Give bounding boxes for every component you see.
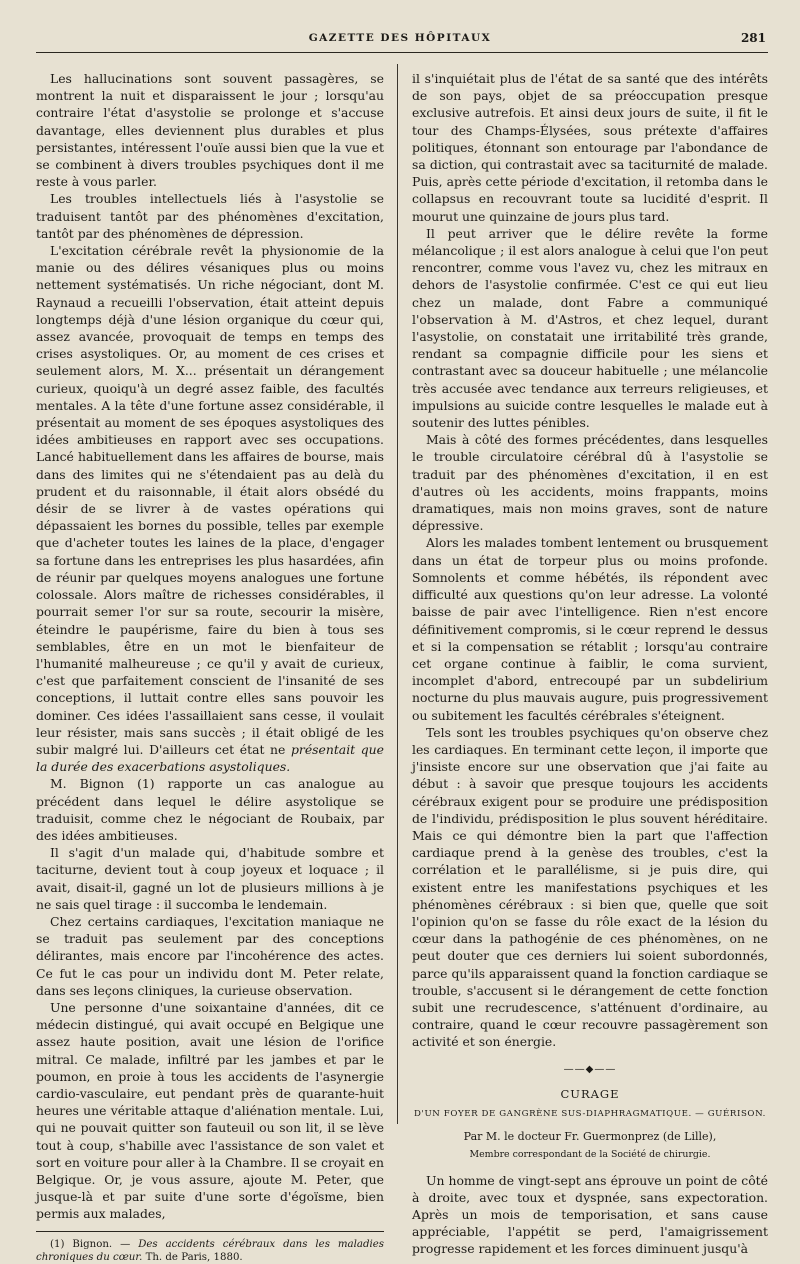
paragraph: Une personne d'une soixantaine d'années, dit ce médecin distingué, qui avait occupé en Belgique une assez haute position, avait une lésion de l'orifice mitral. Ce malade, infiltré par les jambes et par le poumon, en proie à tous les accidents de l'asynergie cardio-vasculaire, eut pendant près de quarante-huit heures une véritable attaque d'aliénation mentale. Lui, qui ne pouvait quitter son fauteuil ou son lit, il se lève tout à coup, s'habille avec l'assistance de son valet et sort en voiture pour aller à la Chambre. Il se croyait en Belgique. Or, je vous assure, ajoute M. Peter, que jusque-là et par suite d'une sorte d'égoïsme, bien permis aux malades, (36, 999, 384, 1222)
footnote-title: Des accidents cérébraux dans les maladies chroniques du cœur. (36, 1238, 384, 1263)
paragraph: Chez certains cardiaques, l'excitation maniaque ne se traduit pas seulement par des conceptions délirantes, mais encore par l'incohérence des actes. Ce fut le cas pour un individu dont M. Peter relate, dans ses leçons cliniques, la curieuse observation. (36, 913, 384, 998)
paragraph: il s'inquiétait plus de l'état de sa santé que des intérêts de son pays, objet de sa préoccupation presque exclusive autrefois. Et ainsi deux jours de suite, il fit le tour des Champs-Élysées, sous prétexte d'affaires politiques, étonnant son entourage par l'abondance de sa diction, qui contrastait avec sa taciturnité de malade. Puis, après cette période d'excitation, il retomba dans le collapsus en recouvrant toute sa lucidité d'esprit. Il mourut une quinzaine de jours plus tard. (412, 71, 768, 224)
left-column (36, 70, 384, 1264)
footnote-rule (36, 1231, 384, 1232)
paragraph: Alors les malades tombent lentement ou brusquement dans un état de torpeur plus ou moins profonde. Somnolents et comme hébétés, ils répondent avec difficulté aux questions qu'on leur adresse. La volonté baisse de pair avec l'intelligence. Rien n'est encore définitivement compromis, si le cœur reprend le dessus et si la compensation se rétablit ; lorsqu'au contraire cet organe continue à faiblir, le coma survient, incomplet d'abord, entrecoupé par un subdelirium nocturne du plus mauvais augure, puis progressivement ou subitement les facultés cérébrales s'éteignent. (412, 535, 768, 723)
paragraph: Les troubles intellectuels liés à l'asystolie se traduisent tantôt par des phénomènes d'excitation, tantôt par des phénomènes de dépression. (36, 191, 384, 241)
paragraph: Il s'agit d'un malade qui, d'habitude sombre et taciturne, devient tout à coup joyeux et loquace ; il avait, disait-il, gagné un lot de plusieurs millions à je ne sais quel tirage : il succomba le lendemain. (36, 845, 384, 912)
footnote (36, 1238, 384, 1264)
paragraph: Tels sont les troubles psychiques qu'on observe chez les cardiaques. En terminant cette leçon, il importe que j'insiste encore sur une observation que j'ai faite au début : à savoir que presque toujours les accidents cérébraux exigent pour se produire une prédisposition de l'individu, prédisposition le plus souvent héréditaire. Mais ce qui démontre bien la part que l'affection cardiaque prend à la genèse des troubles, c'est la corrélation et le parallélisme, si je puis dire, qui existent entre les manifestations psychiques et les phénomènes cérébraux : si bien que, quelle que soit l'opinion qu'on se fasse du rôle exact de la lésion du cœur dans la pathogénie de ces phénomènes, on ne peut douter que ces derniers lui soient subordonnés, parce qu'ils apparaissent quand la fonction cardiaque se trouble, s'accusent si le dérangement de cette fonction subit une recrudescence, s'atténuent d'ordinaire, au contraire, quand le cœur recouvre passagèrement son activité et son énergie. (412, 724, 768, 1050)
section-title: CURAGE (560, 1086, 620, 1101)
paragraph-text: L'excitation cérébrale revêt la physionomie de la manie ou des délires vésaniques plus ou moins nettement systématisés. Un riche négociant, dont M. Raynaud a recueilli l'observation, était atteint depuis longtemps déjà d'une lésion organique du cœur qui, assez avancée, provoquait de temps en temps des crises asystoliques. Or, au moment de ces crises et seulement alors, M. X... présentait un dérangement curieux, quoiqu'à un degré assez faible, des facultés mentales. A la tête d'une fortune assez considérable, il présentait au moment de ses époques asystoliques des idées ambitieuses en rapport avec ses occupations. Lancé habituellement dans les affaires de bourse, mais dans des limites qui ne s'étendaient pas au delà du prudent et du raisonnable, il était alors obsédé du désir de se livrer à de vastes opérations qui dépassaient les bornes du possible, telles par exemple que d'acheter toutes les laines de la place, d'engager sa fortune dans les entreprises les plus hasardées, afin de réunir par quelques moyens analogues une fortune colossale. Alors maître de richesses considérables, il pourrait semer l'or sur sa route, secourir la misère, éteindre le paupérisme, faire du bien à tous ses semblables, être en un mot le bienfaiteur de l'humanité malheureuse ; ce qu'il y avait de curieux, c'est que parfaitement conscient de l'insanité de ses conceptions, il luttait contre elles sans pouvoir les dominer. Ces idées l'assaillaient sans cesse, il voulait leur résister, mais sans succès ; il était obligé de les subir malgré lui. D'ailleurs cet état ne (36, 243, 384, 757)
italic-phrase: présentait que la durée des exacerbations asystoliques. (36, 741, 384, 775)
section-ornament: ——◆—— (563, 1063, 617, 1075)
section-subtitle: D'UN FOYER DE GANGRÈNE SUS-DIAPHRAGMATIQUE. — GUÉRISON. (414, 1108, 766, 1119)
paragraph: M. Bignon (1) rapporte un cas analogue au précédent dans lequel le délire asystolique se traduisit, comme chez le négociant de Roubaix, par des idées ambitieuses. (36, 776, 384, 843)
header-rule (36, 52, 768, 53)
right-column (412, 70, 768, 1258)
running-head: GAZETTE DES HÔPITAUX (308, 32, 492, 44)
page-number: 281 (740, 31, 766, 45)
paragraph: Un homme de vingt-sept ans éprouve un point de côté à droite, avec toux et dyspnée, sans expectoration. Après un mois de temporisation, et sans cause appréciable, l'appétit se perd, l'amaigrissement progresse rapidement et les forces diminuent jusqu'à (412, 1172, 768, 1257)
paragraph: Il peut arriver que le délire revête la forme mélancolique ; il est alors analogue à celui que l'on peut rencontrer, comme vous l'avez vu, chez les mitraux en dehors de l'asystolie confirmée. C'est ce qui eut lieu chez un malade, dont Fabre a communiqué l'observation à M. d'Astros, et chez lequel, durant l'asystolie, on constatait une irritabilité très grande, rendant sa compagnie difficile pour les siens et contrastant avec sa douceur habituelle ; une mélancolie très accusée avec tendance aux terreurs religieuses, et impulsions au suicide contre lesquelles le malade eut à soutenir des luttes pénibles. (412, 225, 768, 431)
author-affiliation: Membre correspondant de la Société de chirurgie. (469, 1149, 711, 1161)
author-byline: Par M. le docteur Fr. Guermonprez (de Lille), (463, 1130, 717, 1144)
paragraph (36, 242, 384, 775)
paragraph: Les hallucinations sont souvent passagères, se montrent la nuit et disparaissent le jour ; lorsqu'au contraire l'état d'asystolie se prolonge et s'accuse davantage, elles deviennent plus durables et plus persistantes, intéressent l'ouïe aussi bien que la vue et se combinent à divers troubles psychiques dont il me reste à vous parler. (36, 71, 384, 190)
paragraph: Mais à côté des formes précédentes, dans lesquelles le trouble circulatoire cérébral dû à l'asystolie se traduit par des phénomènes d'excitation, il en est d'autres où les accidents, moins frappants, moins dramatiques, mais non moins graves, sont de nature dépressive. (412, 432, 768, 534)
footnote-number: (1) Bignon. — (50, 1238, 131, 1250)
footnote-source: Th. de Paris, 1880. (145, 1251, 243, 1263)
column-divider (397, 64, 398, 1124)
